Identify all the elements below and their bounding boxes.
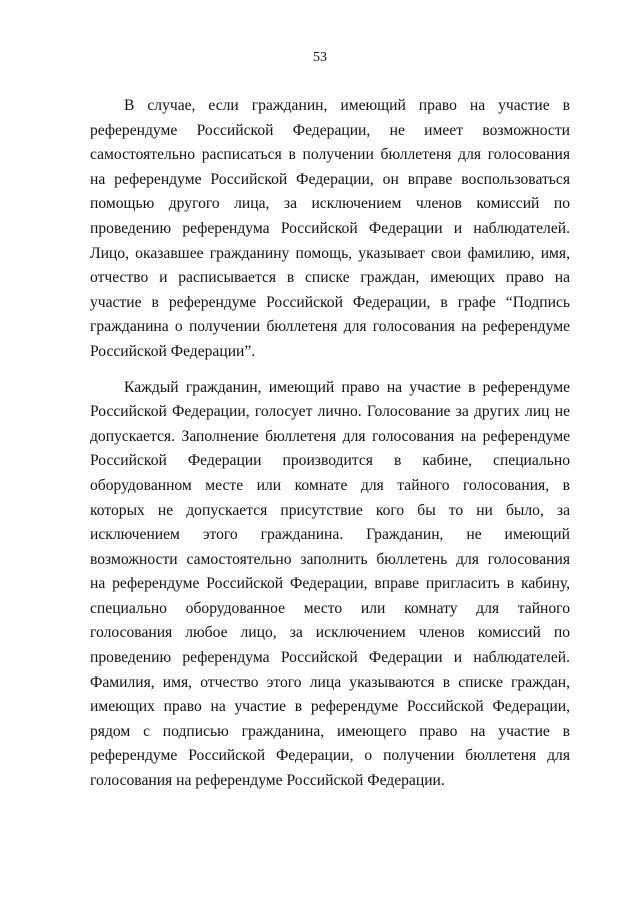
text-line: помощью другого лица, за исключением членов комиссий по (90, 195, 570, 213)
text-line: Лицо, оказавшее гражданину помощь, указывает свои фамилию, имя, (90, 244, 570, 262)
text-line: специально оборудованное место или комнату для тайного (90, 599, 570, 617)
text-line: референдуме Российской Федерации, о получении бюллетеня для (90, 747, 570, 765)
text-line: исключением этого гражданина. Гражданин, не имеющий (90, 526, 570, 544)
text-line: самостоятельно расписаться в получении бюллетеня для голосования (90, 146, 570, 164)
text-line: референдуме Российской Федерации, не имеет возможности (90, 121, 570, 139)
text-line: отчество и расписывается в списке граждан, имеющих право на (90, 269, 570, 287)
text-line: на референдуме Российской Федерации, вправе пригласить в кабину, (90, 575, 570, 593)
text-line: голосования на референдуме Российской Федерации. (90, 772, 445, 790)
text-line: Российской Федерации, голосует лично. Голосование за других лиц не (90, 403, 570, 421)
text-line: проведению референдума Российской Федерации и наблюдателей. (90, 219, 570, 237)
text-line: В случае, если гражданин, имеющий право на участие в (124, 97, 570, 114)
text-line: которых не допускается присутствие кого бы то ни было, за (90, 501, 570, 519)
text-line: Российской Федерации”. (90, 342, 256, 360)
page-number: 53 (313, 50, 327, 65)
text-line: гражданина о получении бюллетеня для голосования на референдуме (90, 318, 570, 336)
text-line: Каждый гражданин, имеющий право на участие в референдуме (124, 378, 570, 396)
paragraph-personal-voting (90, 376, 570, 794)
text-line: проведению референдума Российской Федерации и наблюдателей. (90, 649, 570, 667)
document-body (90, 94, 570, 794)
text-line: имеющих право на участие в референдуме Российской Федерации, (90, 698, 570, 716)
text-line: на референдуме Российской Федерации, он вправе воспользоваться (90, 170, 570, 188)
text-line: возможности самостоятельно заполнить бюллетень для голосования (90, 550, 570, 568)
text-line: оборудованном месте или комнате для тайного голосования, в (90, 476, 570, 494)
text-line: Российской Федерации производится в кабине, специально (90, 452, 570, 470)
paragraph-assisted-signature (90, 94, 570, 365)
text-line: допускается. Заполнение бюллетеня для голосования на референдуме (90, 427, 570, 445)
text-line: Фамилия, имя, отчество этого лица указываются в списке граждан, (90, 673, 570, 691)
text-line: участие в референдуме Российской Федерации, в графе “Подпись (90, 293, 570, 311)
text-line: голосования любое лицо, за исключением членов комиссий по (90, 624, 570, 642)
text-line: рядом с подписью гражданина, имеющего право на участие в (90, 722, 570, 740)
